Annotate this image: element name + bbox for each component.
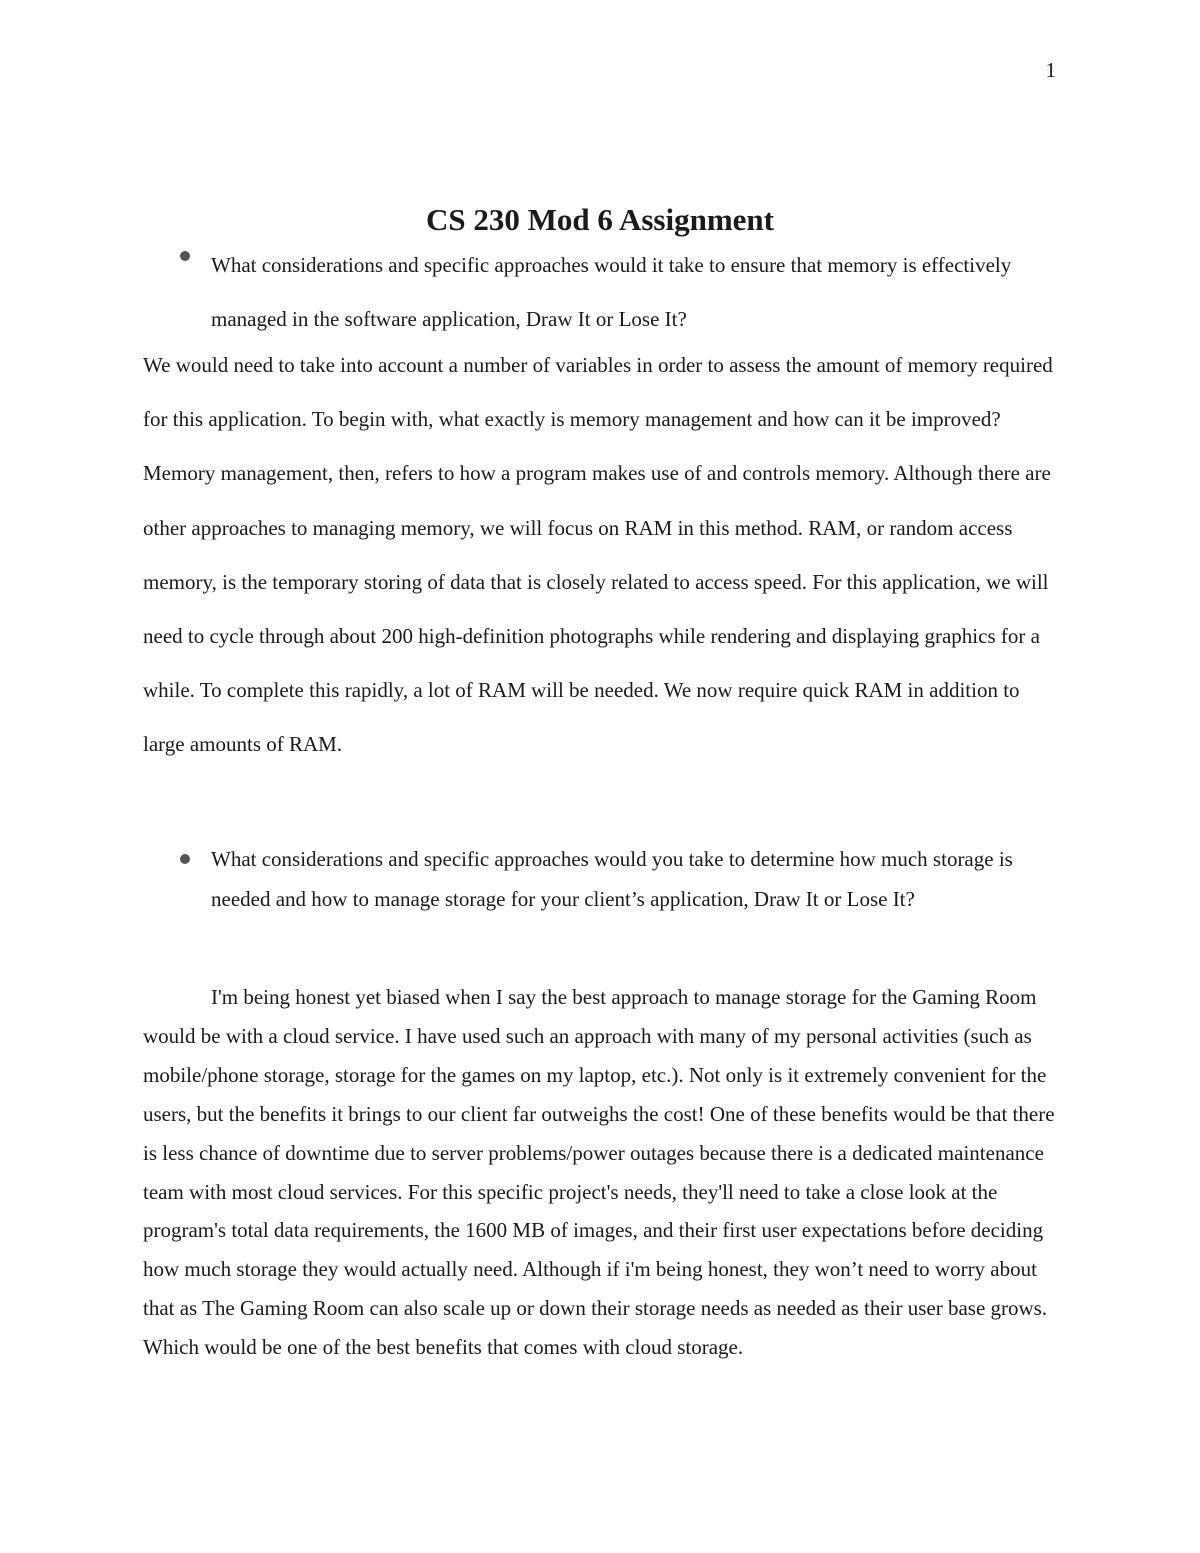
bullet-dot-icon [180, 854, 190, 864]
document-title: CS 230 Mod 6 Assignment [426, 202, 774, 237]
page-number: 1 [1045, 58, 1056, 82]
bullet-dot-icon [180, 251, 190, 261]
question-text-2: What considerations and specific approaches would you take to determine how much storage is needed and how to manage storage for your client’s application, Draw It or Lose It? [211, 847, 1013, 911]
answer-paragraph-1: We would need to take into account a number of variables in order to assess the amount of memory required for this application. To begin with, what exactly is memory management and how can it be improved? Memory management, then, refers to how a program makes use of and controls memory. Although there are other approaches to managing memory, we will focus on RAM in this method. RAM, or random access memory, is the temporary storing of data that is closely related to access speed. For this application, we will need to cycle through about 200 high-definition photographs while rendering and displaying graphics for a while. To complete this rapidly, a lot of RAM will be needed. We now require quick RAM in addition to large amounts of RAM. [143, 353, 1053, 757]
question-bullet-1 [143, 238, 1058, 346]
question-text-1: What considerations and specific approaches would it take to ensure that memory is effectively managed in the software application, Draw It or Lose It? [211, 253, 1012, 331]
answer-paragraph-2: I'm being honest yet biased when I say the best approach to manage storage for the Gaming Room would be with a cloud service. I have used such an approach with many of my personal activities (such as mobile/phone storage, storage for the games on my laptop, etc.). Not only is it extremely convenient for the users, but the benefits it brings to our client far outweighs the cost! One of these benefits would be that there is less chance of downtime due to server problems/power outages because there is a dedicated maintenance team with most cloud services. For this specific project's needs, they'll need to take a close look at the program's total data requirements, the 1600 MB of images, and their first user expectations before deciding how much storage they would actually need. Although if i'm being honest, they won’t need to worry about that as The Gaming Room can also scale up or down their storage needs as needed as their user base grows. Which would be one of the best benefits that comes with cloud storage. [143, 985, 1055, 1360]
question-bullet-2 [143, 840, 1058, 919]
